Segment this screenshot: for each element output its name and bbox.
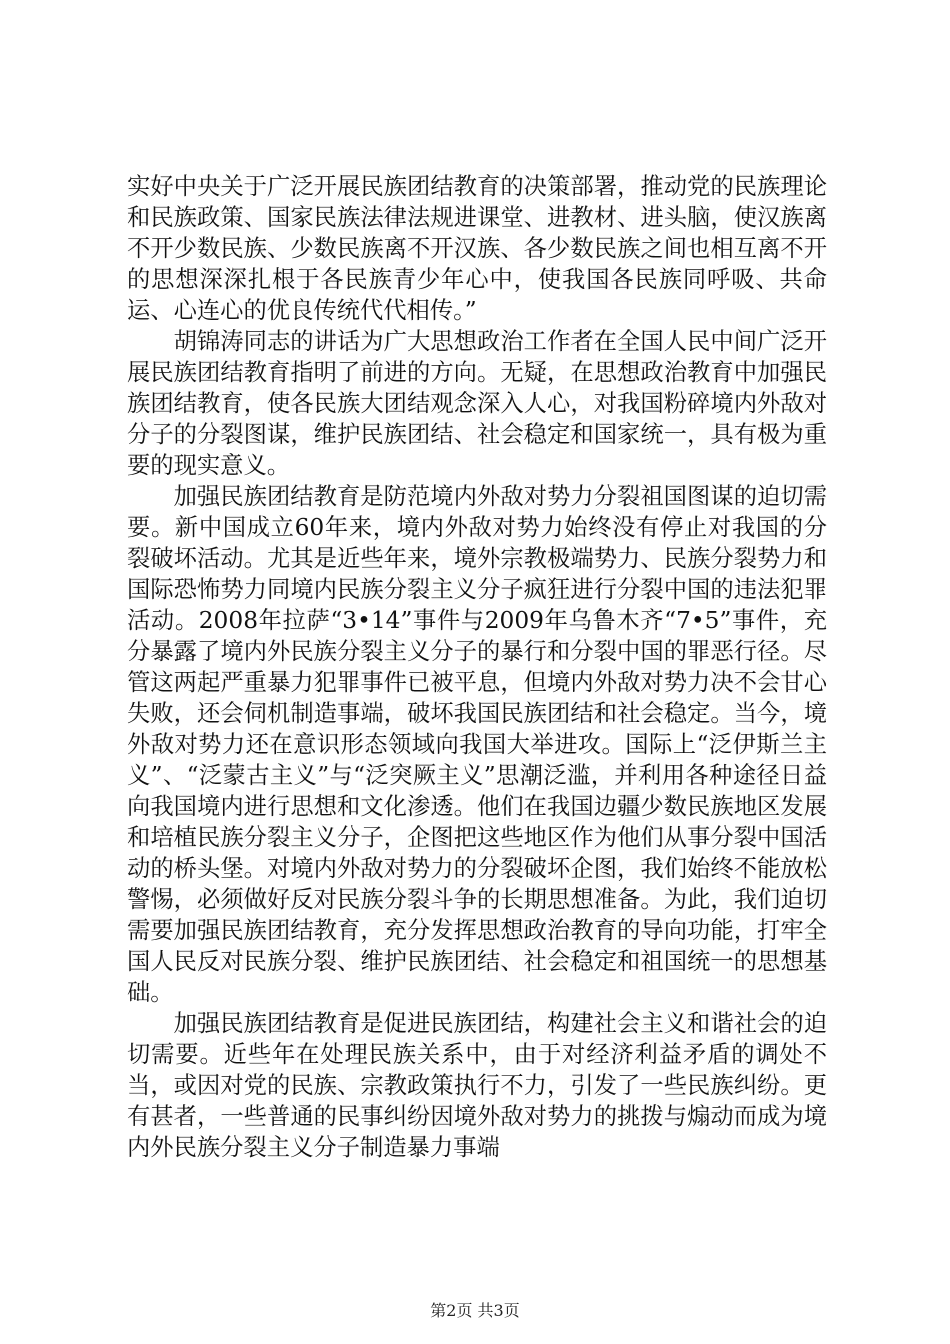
document-body <box>127 171 827 1163</box>
paragraph-speech-significance: 胡锦涛同志的讲话为广大思想政治工作者在全国人民中间广泛开展民族团结教育指明了前进的方向。无疑，在思想政治教育中加强民族团结教育，使各民族大团结观念深入人心，对我国粉碎境内外敌对分子的分裂图谋，维护民族团结、社会稳定和国家统一，具有极为重要的现实意义。 <box>127 328 827 479</box>
page-number-footer: 第2页 共3页 <box>430 1301 520 1320</box>
paragraph-anti-separatism: 加强民族团结教育是防范境内外敌对势力分裂祖国图谋的迫切需要。新中国成立60年来，境内外敌对势力始终没有停止对我国的分裂破坏活动。尤其是近些年来，境外宗教极端势力、民族分裂势力和国际恐怖势力同境内民族分裂主义分子疯狂进行分裂中国的违法犯罪活动。2008年拉萨“3•14”事件与2009年乌鲁木齐“7•5”事件，充分暴露了境内外民族分裂主义分子的暴行和分裂中国的罪恶行径。尽管这两起严重暴力犯罪事件已被平息，但境内外敌对势力决不会甘心失败，还会伺机制造事端，破坏我国民族团结和社会稳定。当今，境外敌对势力还在意识形态领域向我国大举进攻。国际上“泛伊斯兰主义”、“泛蒙古主义”与“泛突厥主义”思潮泛滥，并利用各种途径日益向我国境内进行思想和文化渗透。他们在我国边疆少数民族地区发展和培植民族分裂主义分子，企图把这些地区作为他们从事分裂中国活动的桥头堡。对境内外敌对势力的分裂破坏企图，我们始终不能放松警惕，必须做好反对民族分裂斗争的长期思想准备。为此，我们迫切需要加强民族团结教育，充分发挥思想政治教育的导向功能，打牢全国人民反对民族分裂、维护民族团结、社会稳定和祖国统一的思想基础。 <box>127 483 827 1006</box>
paragraph-harmonious-society: 加强民族团结教育是促进民族团结，构建社会主义和谐社会的迫切需要。近些年在处理民族关系中，由于对经济利益矛盾的调处不当，或因对党的民族、宗教政策执行不力，引发了一些民族纠纷。更有甚者，一些普通的民事纠纷因境外敌对势力的挑拨与煽动而成为境内外民族分裂主义分子制造暴力事端 <box>127 1010 827 1161</box>
paragraph-continuation: 实好中央关于广泛开展民族团结教育的决策部署，推动党的民族理论和民族政策、国家民族法律法规进课堂、进教材、进头脑，使汉族离不开少数民族、少数民族离不开汉族、各少数民族之间也相互离不开的思想深深扎根于各民族青少年心中，使我国各民族同呼吸、共命运、心连心的优良传统代代相传。” <box>127 173 827 324</box>
